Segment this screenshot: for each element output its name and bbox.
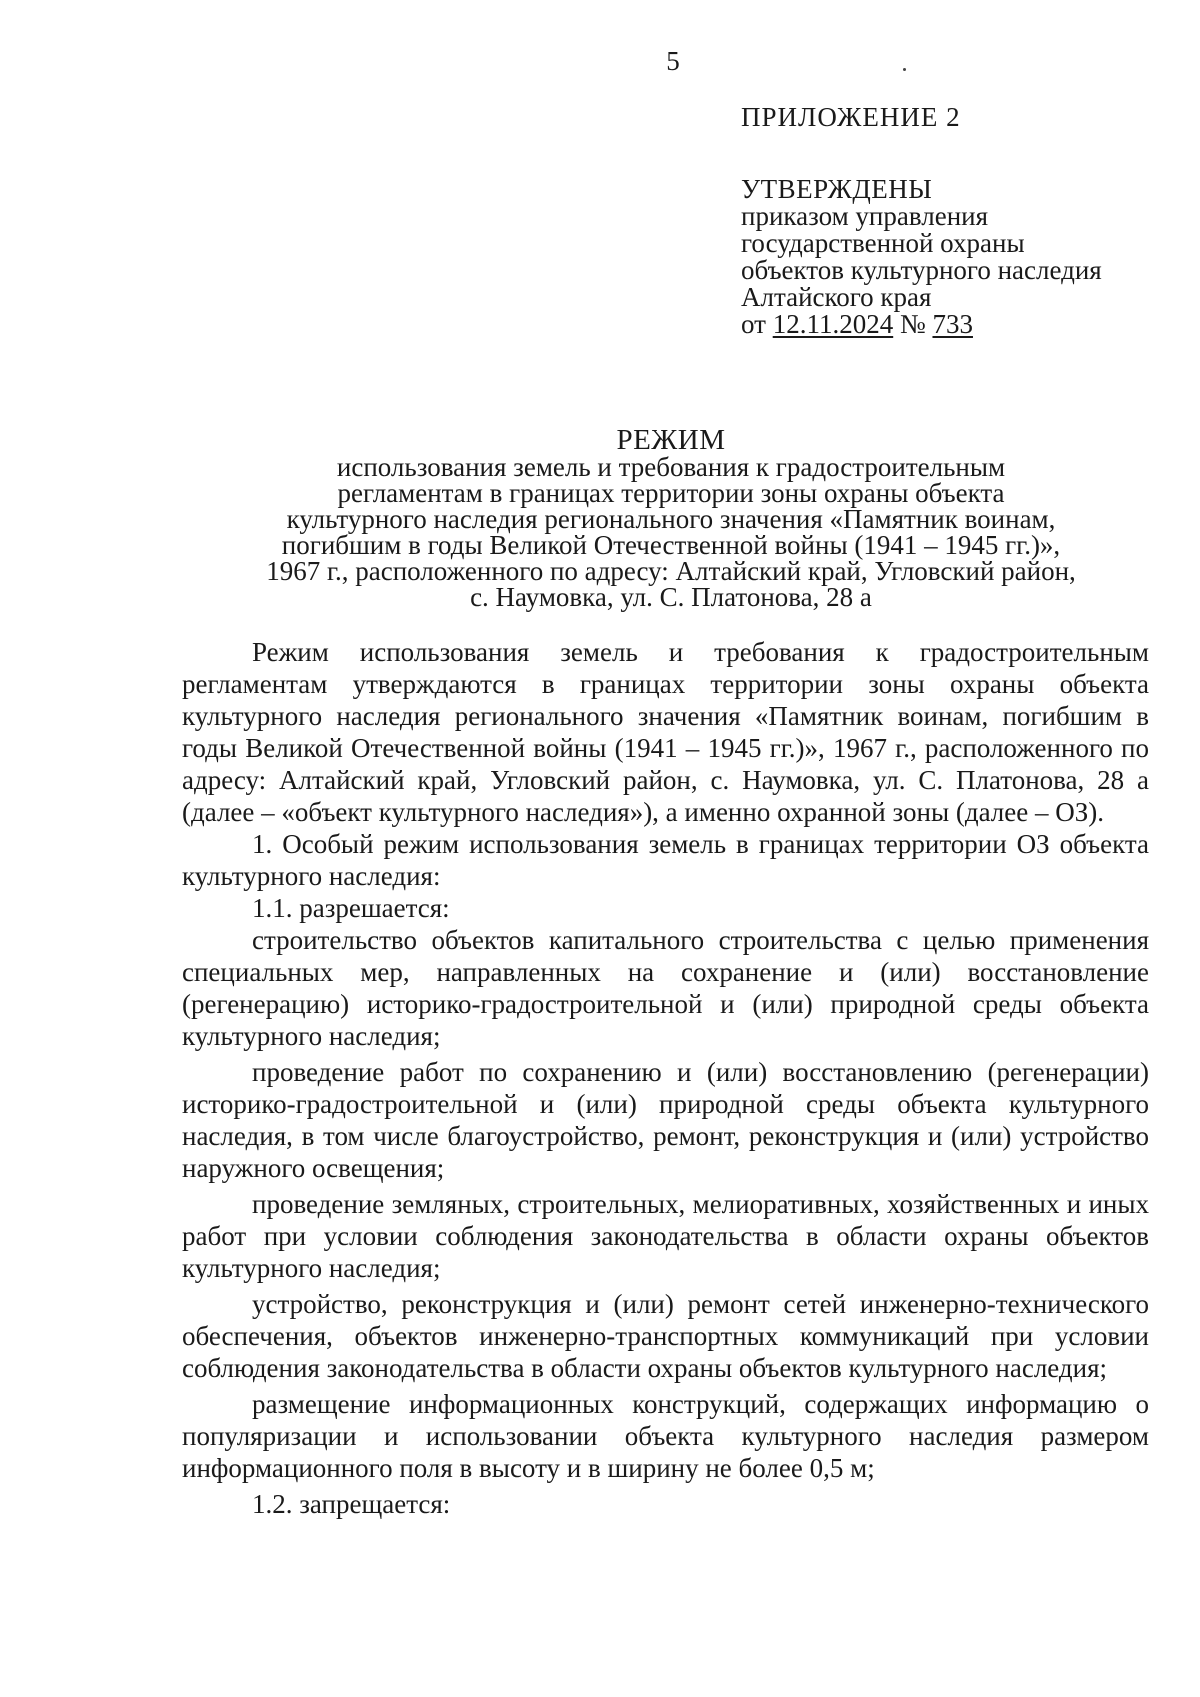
permitted-item: проведение земляных, строительных, мелиоративных, хозяйственных и иных работ при условии соблюдения законодательства в области охраны объектов культурного наследия; (182, 1189, 1149, 1283)
document-body (182, 636, 1149, 1520)
page-number: 5 (666, 46, 680, 76)
document-title (170, 424, 1172, 612)
approval-line: объектов культурного наследия (741, 255, 1102, 285)
approval-line: государственной охраны (741, 228, 1025, 258)
title-heading: РЕЖИМ (616, 424, 726, 456)
section-1-1: 1.1. разрешается: (252, 893, 450, 923)
number-sign: № (899, 309, 926, 339)
approval-line: приказом управления (741, 201, 989, 231)
permitted-item: размещение информационных конструкций, содержащих информацию о популяризации и использовании объекта культурного наследия размером информационного поля в высоту и в ширину не более 0,5 м; (182, 1389, 1149, 1483)
title-line: с. Наумовка, ул. С. Платонова, 28 а (470, 582, 872, 612)
order-date: 12.11.2024 (772, 309, 894, 339)
appendix-label: ПРИЛОЖЕНИЕ 2 (741, 102, 961, 132)
order-number: 733 (932, 309, 973, 339)
section-1: 1. Особый режим использования земель в границах территории ОЗ объекта культурного наследия: (182, 829, 1149, 891)
scan-speck (903, 68, 906, 71)
title-line: 1967 г., расположенного по адресу: Алтайский край, Угловский район, (266, 556, 1076, 586)
title-line: использования земель и требования к градостроительным (336, 452, 1006, 482)
intro-paragraph: Режим использования земель и требования к градостроительным регламентам утверждаются в границах территории зоны охраны объекта культурного наследия регионального значения «Памятник воинам, погибшим в годы Великой Отечественной войны (1941 – 1945 гг.)», 1967 г., расположенного по адресу: Алтайский край, Угловский район, с. Наумовка, ул. С. Платонова, 28 а (далее – «объект культурного наследия»), а именно охранной зоны (далее – ОЗ). (182, 637, 1149, 827)
permitted-item: строительство объектов капитального строительства с целью применения специальных мер, направленных на сохранение и (или) восстановление (регенерацию) историко-градостроительной и (или) природной среды объекта культурного наследия; (182, 925, 1149, 1051)
permitted-item: проведение работ по сохранению и (или) восстановлению (регенерации) историко-градостроительной и (или) природной среды объекта культурного наследия, в том числе благоустройство, ремонт, реконструкция и (или) устройство наружного освещения; (182, 1057, 1149, 1183)
approved-label: УТВЕРЖДЕНЫ (741, 174, 933, 204)
approval-line: Алтайского края (741, 282, 932, 312)
approval-block (741, 104, 1102, 338)
permitted-item: устройство, реконструкция и (или) ремонт сетей инженерно-технического обеспечения, объектов инженерно-транспортных коммуникаций при условии соблюдения законодательства в области охраны объектов культурного наследия; (182, 1289, 1149, 1383)
approval-date-line (741, 311, 1102, 338)
title-line: погибшим в годы Великой Отечественной войны (1941 – 1945 гг.)», (281, 530, 1061, 560)
title-line: регламентам в границах территории зоны охраны объекта (337, 478, 1005, 508)
title-line: культурного наследия регионального значения «Памятник воинам, (286, 504, 1056, 534)
section-1-2: 1.2. запрещается: (252, 1489, 451, 1519)
date-prefix: от (741, 309, 766, 339)
